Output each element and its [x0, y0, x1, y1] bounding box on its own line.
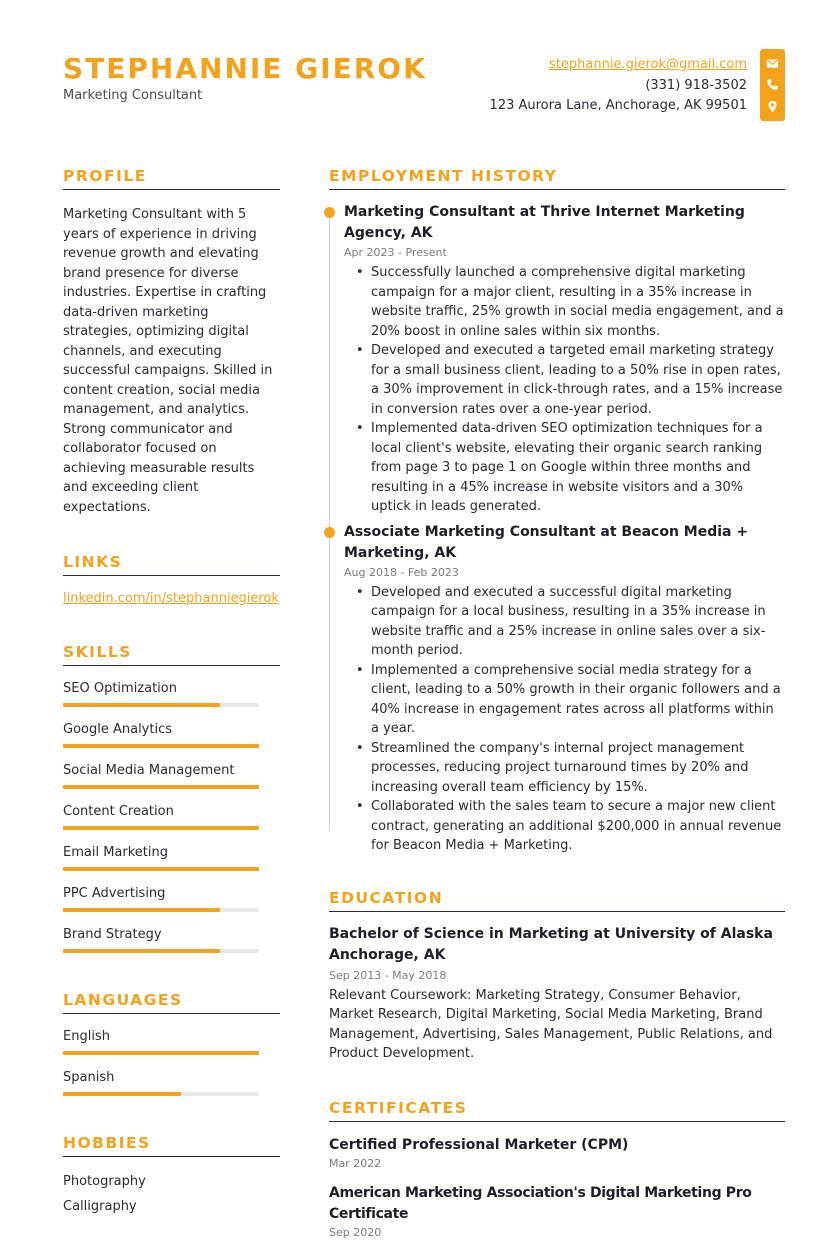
job-bullet: • Implemented a comprehensive social media strategy for a client, leading to a 50% growth in their organic followers and a 40% increase in engagement rates across all platforms within a year.	[356, 661, 785, 739]
phone-icon	[766, 78, 779, 91]
job-title: Associate Marketing Consultant at Beacon Media + Marketing, AK	[344, 523, 749, 561]
hobbies-section	[63, 1134, 280, 1219]
job-entry	[329, 522, 785, 856]
job-entry	[329, 202, 785, 517]
education-date: Sep 2013 - May 2018	[329, 968, 447, 982]
skill-level-bar	[63, 826, 259, 830]
employment-section	[329, 167, 785, 856]
employment-timeline	[329, 202, 785, 856]
skill-name: PPC Advertising	[63, 886, 166, 901]
skill-name: Social Media Management	[63, 763, 235, 778]
hobbies-heading: HOBBIES	[63, 1134, 280, 1157]
job-title: Marketing Consultant at Thrive Internet Marketing Agency, AK	[344, 204, 745, 241]
skill-level-bar	[63, 867, 259, 871]
skill-level-fill	[63, 826, 259, 830]
skill-level-fill	[63, 744, 259, 748]
skills-section	[63, 643, 280, 953]
address: 123 Aurora Lane, Anchorage, AK 99501	[489, 98, 747, 113]
language-level-bar	[63, 1051, 259, 1055]
job-bullet: • Collaborated with the sales team to secure a major new client contract, generating an additional $200,000 in annual revenue for Beacon Media + Marketing.	[356, 797, 785, 856]
skill-level-bar	[63, 703, 259, 707]
language-level-bar	[63, 1092, 259, 1096]
education-title: Bachelor of Science in Marketing at University of Alaska Anchorage, AK	[329, 925, 773, 963]
skill-level-bar	[63, 785, 259, 789]
job-bullets	[356, 583, 785, 856]
skill-level-fill	[63, 703, 220, 707]
language-item	[63, 1070, 280, 1096]
skill-level-fill	[63, 949, 220, 953]
candidate-name: STEPHANNIE GIEROK	[63, 52, 427, 85]
job-date: Apr 2023 - Present	[344, 246, 447, 259]
skill-level-fill	[63, 908, 220, 912]
certificates-heading: CERTIFICATES	[329, 1099, 785, 1122]
skill-level-bar	[63, 908, 259, 912]
skill-name: SEO Optimization	[63, 681, 177, 696]
job-bullet: • Developed and executed a successful digital marketing campaign for a local business, resulting in a 35% increase in website traffic and a 25% increase in online sales over a six-month period.	[356, 583, 785, 661]
certificate-title: Certified Professional Marketer (CPM)	[329, 1136, 629, 1153]
skills-list	[63, 681, 280, 953]
contact-icon-bar	[760, 49, 785, 121]
skill-name: Content Creation	[63, 804, 174, 819]
links-heading: LINKS	[63, 553, 280, 576]
envelope-icon	[766, 57, 779, 70]
skill-item	[63, 886, 280, 912]
job-bullets	[356, 263, 785, 517]
timeline-dot	[324, 207, 335, 218]
skill-item	[63, 804, 280, 830]
skill-item	[63, 722, 280, 748]
languages-list	[63, 1029, 280, 1096]
language-item	[63, 1029, 280, 1055]
email-link[interactable]: stephannie.gierok@gmail.com	[549, 57, 747, 72]
language-level-fill	[63, 1051, 259, 1055]
language-name: English	[63, 1029, 110, 1044]
job-bullet: • Successfully launched a comprehensive digital marketing campaign for a major client, resulting in a 35% increase in website traffic, 25% growth in social media engagement, and a 20% boost in online sales within six months.	[356, 263, 785, 341]
skill-level-fill	[63, 867, 259, 871]
profile-heading: PROFILE	[63, 167, 280, 190]
hobby-item: Photography	[63, 1174, 146, 1189]
skill-name: Google Analytics	[63, 722, 173, 737]
education-section	[329, 889, 785, 1064]
skill-item	[63, 681, 280, 707]
profile-section	[63, 167, 280, 517]
skill-item	[63, 763, 280, 789]
job-bullet: • Streamlined the company's internal project management processes, reducing project turnaround times by 20% and increasing overall team efficiency by 15%.	[356, 739, 785, 798]
skill-level-fill	[63, 785, 259, 789]
certificate-entry	[329, 1183, 785, 1241]
language-level-fill	[63, 1092, 181, 1096]
right-column	[329, 167, 785, 1241]
certificate-date: Sep 2020	[329, 1225, 382, 1239]
hobby-item: Calligraphy	[63, 1199, 137, 1214]
timeline-dot	[324, 527, 335, 538]
certificate-title: American Marketing Association's Digital Marketing Pro Certificate	[329, 1184, 752, 1222]
linkedin-link[interactable]: linkedin.com/in/stephanniegierok	[63, 591, 279, 606]
certificates-section	[329, 1099, 785, 1241]
education-description: Relevant Coursework: Marketing Strategy, Consumer Behavior, Market Research, Digital Marketing, Social Media Marketing, Brand Management, Advertising, Sales Management, Public Relations, and Product Development.	[329, 987, 773, 1061]
employment-heading: EMPLOYMENT HISTORY	[329, 167, 785, 190]
job-bullet: • Implemented data-driven SEO optimization techniques for a local client's website, elevating their organic search ranking from page 3 to page 1 on Google within three months and resulting in a 45% increase in website visitors and a 30% uptick in leads generated.	[356, 419, 785, 517]
location-pin-icon	[766, 100, 779, 113]
profile-text: Marketing Consultant with 5 years of experience in driving revenue growth and elevating brand presence for diverse industries. Expertise in crafting data-driven marketing strategies, optimizing digital channels, and executing successful campaigns. Skilled in content creation, social media management, and analytics. Strong communicator and collaborator focused on achieving measurable results and exceeding client expectations.	[63, 207, 273, 515]
skills-heading: SKILLS	[63, 643, 280, 666]
job-date: Aug 2018 - Feb 2023	[344, 565, 459, 579]
education-heading: EDUCATION	[329, 889, 785, 912]
skill-item	[63, 845, 280, 871]
certificate-date: Mar 2022	[329, 1156, 382, 1170]
language-name: Spanish	[63, 1070, 115, 1085]
phone-number: (331) 918-3502	[645, 77, 747, 93]
skill-level-bar	[63, 949, 259, 953]
links-section	[63, 553, 280, 606]
skill-item	[63, 927, 280, 953]
contact-info	[490, 55, 747, 117]
candidate-role: Marketing Consultant	[63, 88, 203, 103]
skill-level-bar	[63, 744, 259, 748]
left-column	[63, 167, 280, 1219]
skill-name: Email Marketing	[63, 845, 168, 860]
skill-name: Brand Strategy	[63, 927, 162, 942]
job-bullet: • Developed and executed a targeted email marketing strategy for a small business client, leading to a 50% rise in open rates, a 30% improvement in click-through rates, and a 15% increase in conversion rates over a one-year period.	[356, 341, 785, 419]
languages-section	[63, 991, 280, 1096]
languages-heading: LANGUAGES	[63, 991, 280, 1014]
certificate-entry	[329, 1135, 785, 1172]
